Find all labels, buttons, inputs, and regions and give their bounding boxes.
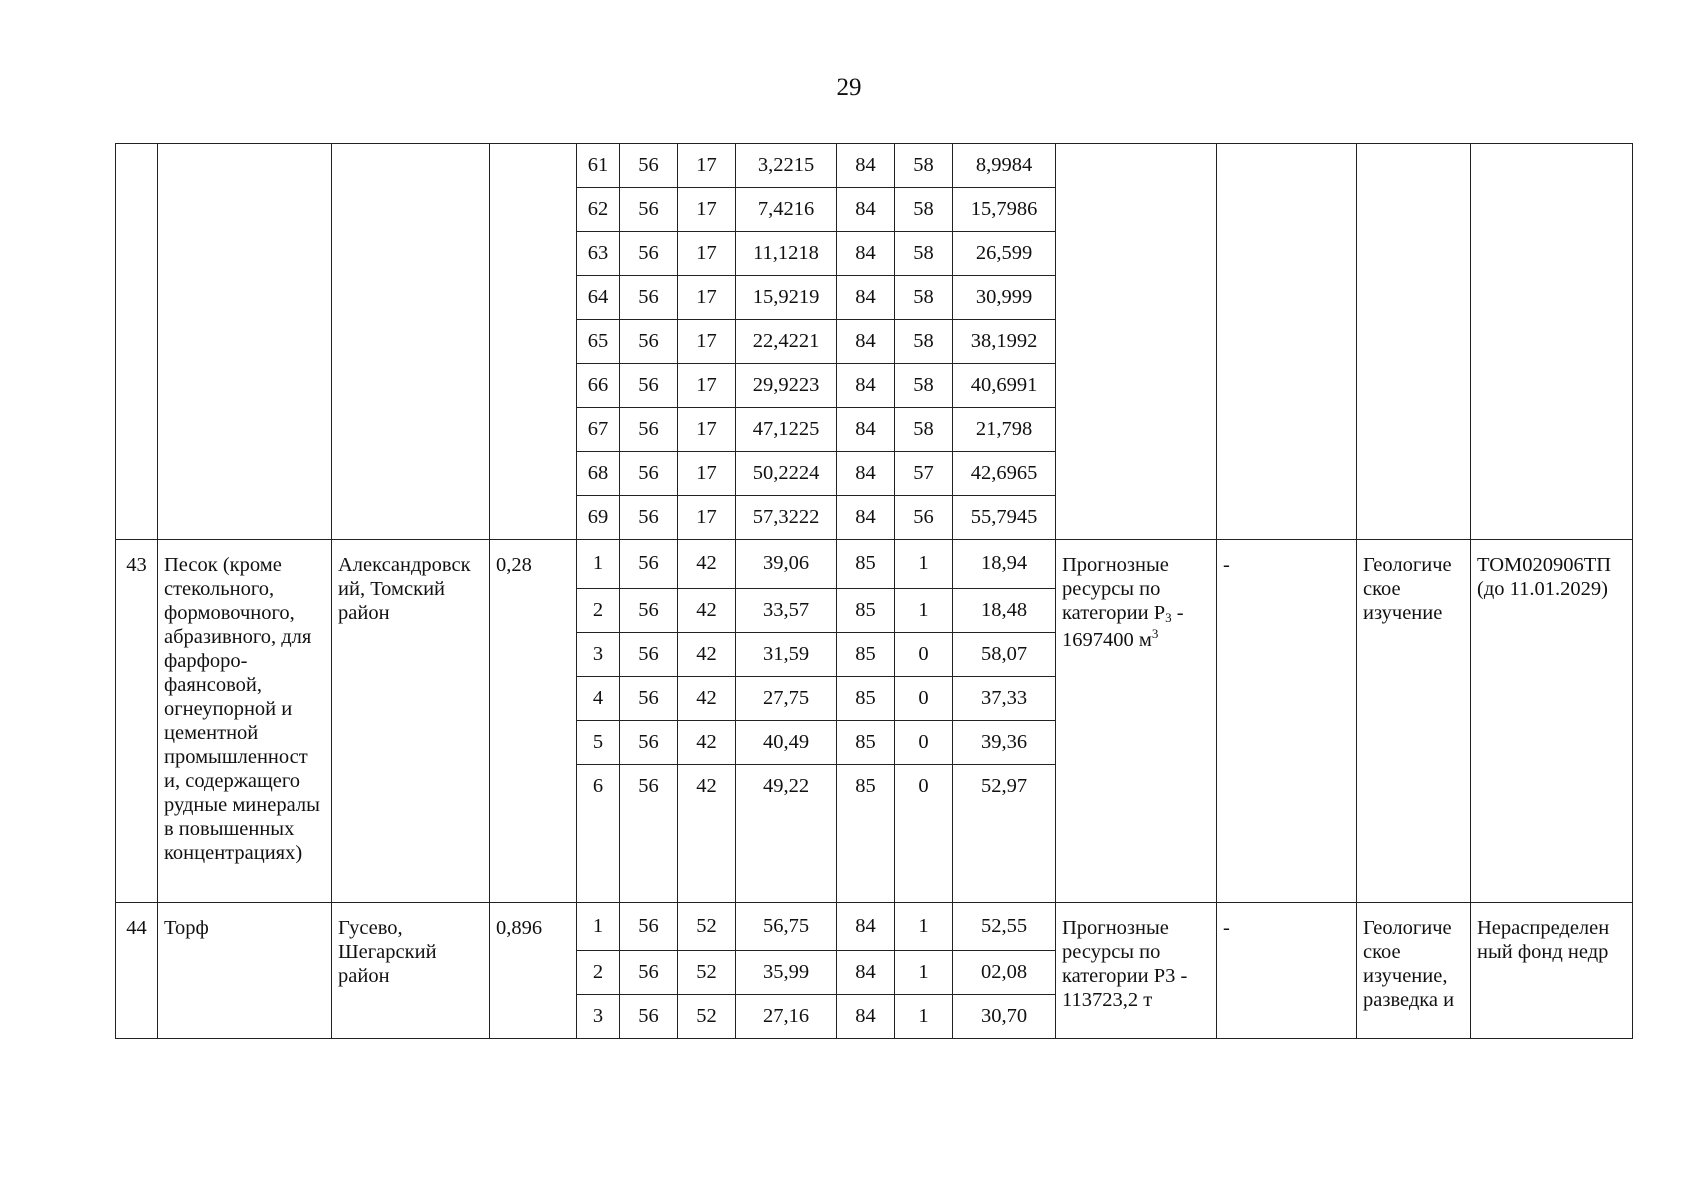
- lon-degrees-cell: 85: [837, 589, 895, 633]
- lon-seconds-cell: 26,599: [953, 232, 1056, 276]
- point-number-cell: 1: [577, 903, 620, 951]
- lat-degrees-cell: 56: [620, 364, 678, 408]
- lon-degrees-cell: 84: [837, 364, 895, 408]
- location: Гусево, Шегарский район: [332, 903, 490, 1039]
- point-number-cell: 5: [577, 721, 620, 765]
- lon-minutes-cell: 0: [895, 721, 953, 765]
- lon-degrees-cell: 85: [837, 765, 895, 903]
- lon-minutes-cell: 1: [895, 903, 953, 951]
- lat-minutes-cell: 17: [678, 364, 736, 408]
- point-number-cell: 6: [577, 765, 620, 903]
- lat-minutes-cell: 42: [678, 721, 736, 765]
- lon-seconds-cell: 18,94: [953, 540, 1056, 589]
- lat-seconds-cell: 33,57: [736, 589, 837, 633]
- lat-seconds-cell: 31,59: [736, 633, 837, 677]
- resources-category-subscript: 3: [1165, 609, 1172, 625]
- license-number: ТОМ020906ТП (до 11.01.2029): [1471, 540, 1633, 903]
- lon-minutes-cell: 58: [895, 364, 953, 408]
- lon-degrees-cell: 85: [837, 540, 895, 589]
- point-number-cell: 67: [577, 408, 620, 452]
- lat-seconds-cell: 49,22: [736, 765, 837, 903]
- lat-degrees-cell: 56: [620, 408, 678, 452]
- point-number-cell: 66: [577, 364, 620, 408]
- lat-seconds-cell: 3,2215: [736, 144, 837, 188]
- lon-degrees-cell: 84: [837, 276, 895, 320]
- lat-degrees-cell: 56: [620, 144, 678, 188]
- lon-minutes-cell: 58: [895, 144, 953, 188]
- lon-degrees-cell: 84: [837, 188, 895, 232]
- lat-degrees-cell: 56: [620, 677, 678, 721]
- lon-minutes-cell: 1: [895, 995, 953, 1039]
- point-number-cell: 64: [577, 276, 620, 320]
- lon-degrees-cell: 84: [837, 452, 895, 496]
- lon-seconds-cell: 52,55: [953, 903, 1056, 951]
- area-value: 0,896: [490, 903, 577, 1039]
- lon-minutes-cell: 58: [895, 408, 953, 452]
- lat-minutes-cell: 42: [678, 765, 736, 903]
- mineral-name: Песок (кроме стекольного, формовочного, абразивного, для фарфоро-фаянсовой, огнеупорной и цементной промышленност и, содержащего рудные минералы в повышенных концентрациях): [158, 540, 332, 903]
- lat-seconds-cell: 39,06: [736, 540, 837, 589]
- lat-seconds-cell: 22,4221: [736, 320, 837, 364]
- lat-minutes-cell: 42: [678, 633, 736, 677]
- lon-minutes-cell: 58: [895, 276, 953, 320]
- lat-seconds-cell: 11,1218: [736, 232, 837, 276]
- purpose-cell: [1357, 144, 1471, 540]
- point-number-cell: 2: [577, 951, 620, 995]
- lat-seconds-cell: 40,49: [736, 721, 837, 765]
- lat-minutes-cell: 17: [678, 188, 736, 232]
- point-number-cell: 4: [577, 677, 620, 721]
- lon-minutes-cell: 57: [895, 452, 953, 496]
- mineral-name: Торф: [158, 903, 332, 1039]
- lon-minutes-cell: 0: [895, 633, 953, 677]
- lat-seconds-cell: 7,4216: [736, 188, 837, 232]
- point-number-cell: 1: [577, 540, 620, 589]
- lon-seconds-cell: 15,7986: [953, 188, 1056, 232]
- table-row: [116, 144, 1633, 188]
- lon-minutes-cell: 1: [895, 540, 953, 589]
- resources-prefix: Прогнозные ресурсы по категории Р: [1062, 554, 1169, 624]
- lon-seconds-cell: 55,7945: [953, 496, 1056, 540]
- lat-minutes-cell: 17: [678, 144, 736, 188]
- lon-seconds-cell: 8,9984: [953, 144, 1056, 188]
- lon-seconds-cell: 21,798: [953, 408, 1056, 452]
- lat-seconds-cell: 27,75: [736, 677, 837, 721]
- lon-degrees-cell: 84: [837, 320, 895, 364]
- lon-degrees-cell: 84: [837, 408, 895, 452]
- lat-degrees-cell: 56: [620, 765, 678, 903]
- lon-minutes-cell: 0: [895, 677, 953, 721]
- purpose: Геологиче ское изучение: [1357, 540, 1471, 903]
- lat-seconds-cell: 35,99: [736, 951, 837, 995]
- lon-seconds-cell: 37,33: [953, 677, 1056, 721]
- table-row: [116, 540, 1633, 589]
- lon-minutes-cell: 58: [895, 188, 953, 232]
- lat-minutes-cell: 42: [678, 677, 736, 721]
- lat-minutes-cell: 17: [678, 496, 736, 540]
- lon-minutes-cell: 56: [895, 496, 953, 540]
- mineral-cell: [158, 144, 332, 540]
- location-cell: [332, 144, 490, 540]
- resources-value: - 1697400 м: [1062, 601, 1184, 651]
- lat-degrees-cell: 56: [620, 320, 678, 364]
- point-number-cell: 68: [577, 452, 620, 496]
- lat-seconds-cell: 57,3222: [736, 496, 837, 540]
- lat-degrees-cell: 56: [620, 903, 678, 951]
- table-row: [116, 903, 1633, 951]
- lon-seconds-cell: 39,36: [953, 721, 1056, 765]
- point-number-cell: 63: [577, 232, 620, 276]
- lon-seconds-cell: 40,6991: [953, 364, 1056, 408]
- lat-degrees-cell: 56: [620, 188, 678, 232]
- lon-minutes-cell: 1: [895, 951, 953, 995]
- lat-minutes-cell: 42: [678, 589, 736, 633]
- page-number: 29: [836, 74, 862, 101]
- lon-degrees-cell: 84: [837, 995, 895, 1039]
- resources-cell: [1056, 144, 1217, 540]
- lon-degrees-cell: 85: [837, 633, 895, 677]
- point-number-cell: 65: [577, 320, 620, 364]
- lon-seconds-cell: 02,08: [953, 951, 1056, 995]
- lat-minutes-cell: 52: [678, 903, 736, 951]
- license-cell: [1471, 144, 1633, 540]
- lon-seconds-cell: 30,70: [953, 995, 1056, 1039]
- point-number-cell: 69: [577, 496, 620, 540]
- lon-seconds-cell: 18,48: [953, 589, 1056, 633]
- lon-degrees-cell: 85: [837, 721, 895, 765]
- lat-degrees-cell: 56: [620, 995, 678, 1039]
- lat-degrees-cell: 56: [620, 496, 678, 540]
- reserves-cell: [1217, 144, 1357, 540]
- lat-degrees-cell: 56: [620, 232, 678, 276]
- lat-seconds-cell: 29,9223: [736, 364, 837, 408]
- unit-superscript: 3: [1151, 625, 1159, 641]
- reserves: -: [1217, 903, 1357, 1039]
- lon-degrees-cell: 85: [837, 677, 895, 721]
- lat-minutes-cell: 17: [678, 232, 736, 276]
- area-value: 0,28: [490, 540, 577, 903]
- lat-minutes-cell: 52: [678, 995, 736, 1039]
- lat-minutes-cell: 52: [678, 951, 736, 995]
- lat-minutes-cell: 17: [678, 408, 736, 452]
- number-cell: [116, 144, 158, 540]
- lon-seconds-cell: 42,6965: [953, 452, 1056, 496]
- lat-seconds-cell: 27,16: [736, 995, 837, 1039]
- point-number-cell: 61: [577, 144, 620, 188]
- lat-degrees-cell: 56: [620, 276, 678, 320]
- lat-seconds-cell: 47,1225: [736, 408, 837, 452]
- point-number-cell: 2: [577, 589, 620, 633]
- lon-minutes-cell: 58: [895, 320, 953, 364]
- lat-degrees-cell: 56: [620, 452, 678, 496]
- lat-degrees-cell: 56: [620, 589, 678, 633]
- lon-minutes-cell: 0: [895, 765, 953, 903]
- lat-seconds-cell: 15,9219: [736, 276, 837, 320]
- lat-degrees-cell: 56: [620, 633, 678, 677]
- lon-degrees-cell: 84: [837, 496, 895, 540]
- license-number: Нераспределен ный фонд недр: [1471, 903, 1633, 1039]
- table-body: [116, 144, 1633, 1039]
- lon-minutes-cell: 58: [895, 232, 953, 276]
- lat-degrees-cell: 56: [620, 540, 678, 589]
- entry-number: 43: [116, 540, 158, 903]
- point-number-cell: 62: [577, 188, 620, 232]
- lon-degrees-cell: 84: [837, 144, 895, 188]
- subsoil-registry-table: [115, 143, 1633, 1039]
- purpose: Геологиче ское изучение, разведка и: [1357, 903, 1471, 1039]
- reserves: -: [1217, 540, 1357, 903]
- lat-minutes-cell: 17: [678, 276, 736, 320]
- area-cell: [490, 144, 577, 540]
- lon-seconds-cell: 38,1992: [953, 320, 1056, 364]
- lon-seconds-cell: 52,97: [953, 765, 1056, 903]
- lat-degrees-cell: 56: [620, 721, 678, 765]
- point-number-cell: 3: [577, 995, 620, 1039]
- lat-minutes-cell: 42: [678, 540, 736, 589]
- point-number-cell: 3: [577, 633, 620, 677]
- lat-minutes-cell: 17: [678, 452, 736, 496]
- lon-degrees-cell: 84: [837, 232, 895, 276]
- location: Александровск ий, Томский район: [332, 540, 490, 903]
- lon-degrees-cell: 84: [837, 951, 895, 995]
- lat-seconds-cell: 50,2224: [736, 452, 837, 496]
- lon-minutes-cell: 1: [895, 589, 953, 633]
- entry-number: 44: [116, 903, 158, 1039]
- lat-seconds-cell: 56,75: [736, 903, 837, 951]
- resources-forecast: [1056, 540, 1217, 903]
- resources-forecast: Прогнозные ресурсы по категории Р3 - 113723,2 т: [1056, 903, 1217, 1039]
- lon-degrees-cell: 84: [837, 903, 895, 951]
- lat-minutes-cell: 17: [678, 320, 736, 364]
- lon-seconds-cell: 58,07: [953, 633, 1056, 677]
- lon-seconds-cell: 30,999: [953, 276, 1056, 320]
- lat-degrees-cell: 56: [620, 951, 678, 995]
